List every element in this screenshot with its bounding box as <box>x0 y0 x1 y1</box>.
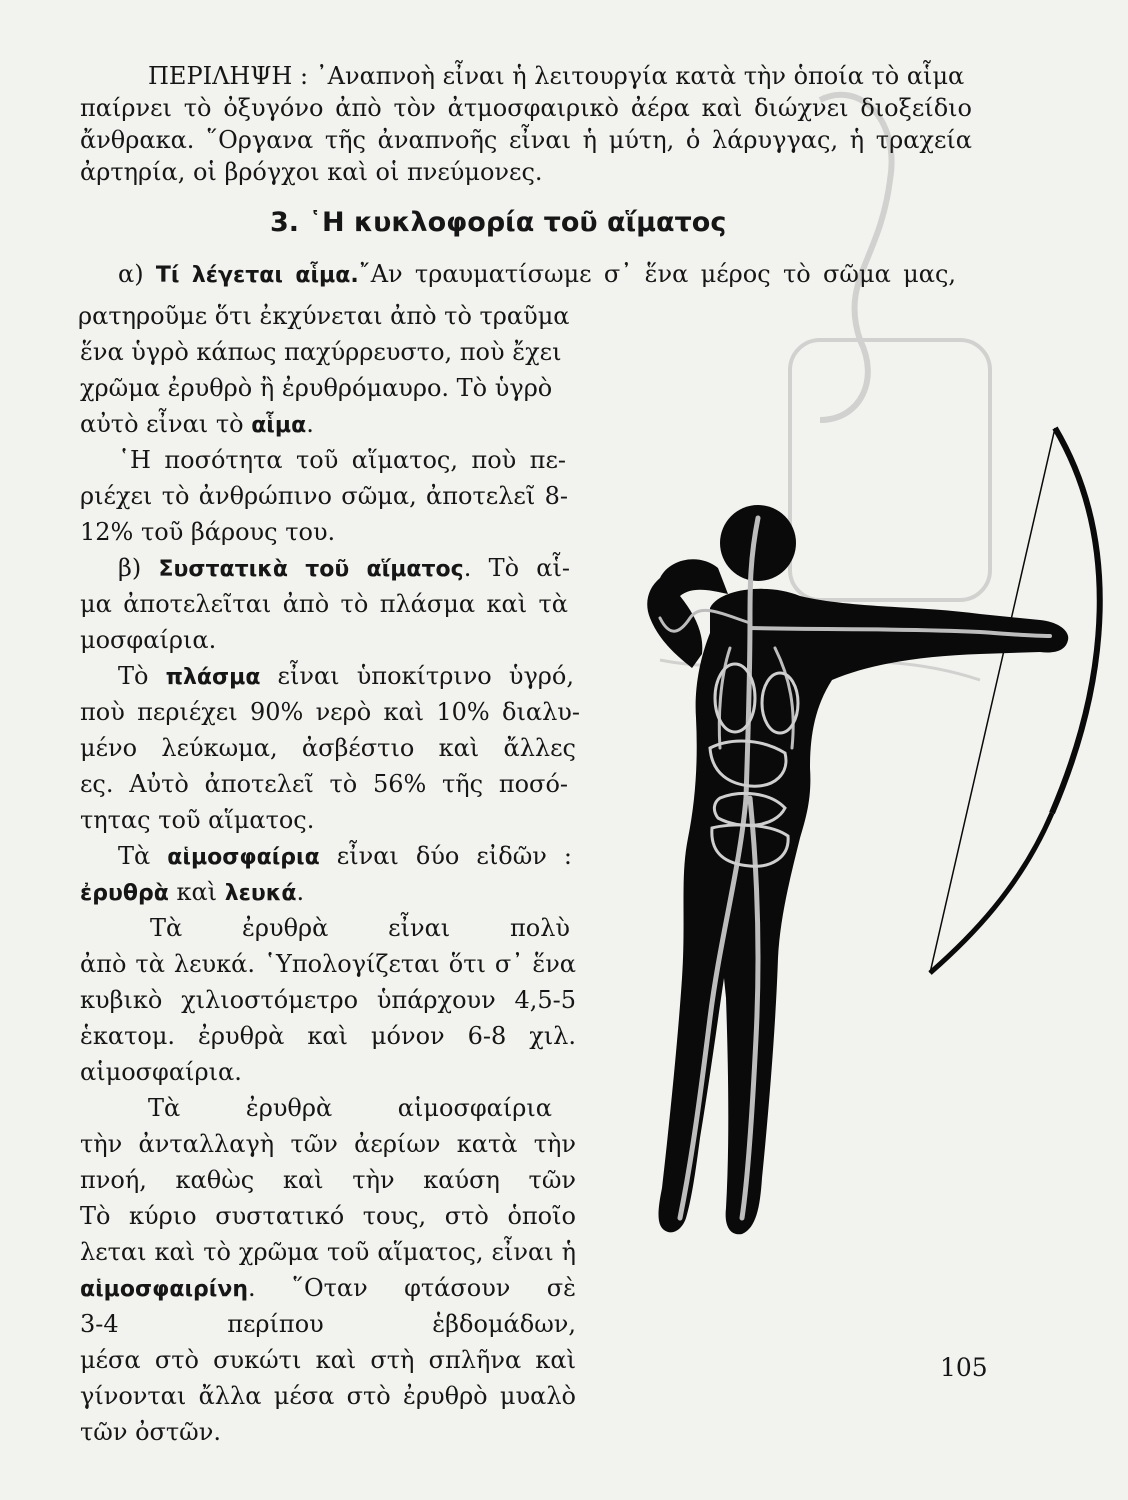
body-line <box>118 840 572 872</box>
body-line <box>80 1164 576 1196</box>
text-run: . ῞Οταν φτάσουν σὲ <box>248 1274 576 1302</box>
bold-term: αἷμα <box>251 413 307 438</box>
summary-line <box>80 124 972 156</box>
bold-term: ἐρυθρὰ <box>80 881 169 906</box>
text-run: γίνονται ἄλλα μέσα στὸ ἐρυθρὸ μυαλὸ <box>80 1382 576 1410</box>
text-run: ἑκατομ. ἐρυθρὰ καὶ μόνον 6-8 χιλ. <box>80 1022 576 1050</box>
bold-term: Συστατικὰ τοῦ αἵματος <box>158 557 464 582</box>
text-run: τητας τοῦ αἵματος. <box>80 806 315 834</box>
text-run: ῾Η ποσότητα τοῦ αἵματος, ποὺ πε- <box>118 446 566 474</box>
archer-circulatory-figure <box>600 418 1105 1258</box>
bold-term: λευκά <box>224 881 297 906</box>
text-run: χρῶμα ἐρυθρὸ ἢ ἐρυθρόμαυρο. Τὸ ὑγρὸ <box>80 374 553 402</box>
body-line <box>80 984 576 1016</box>
bow <box>1052 428 1100 813</box>
bold-term: αἱμοσφαίρια <box>167 845 320 870</box>
text-run: Τὰ <box>118 842 168 870</box>
section-heading: 3. ῾Η κυκλοφορία τοῦ αἵματος <box>270 207 727 238</box>
page-number: 105 <box>940 1353 988 1382</box>
body-line <box>148 1092 552 1124</box>
body-line <box>80 768 568 800</box>
body-line <box>80 1056 242 1088</box>
text-run: αἱμοσφαίρια. <box>80 1058 242 1086</box>
text-run: παίρνει τὸ ὀξυγόνο ἀπὸ τὸν ἀτμοσφαιρικὸ ἀέρα καὶ διώχνει διοξείδιο <box>80 94 972 122</box>
bold-term: Τί λέγεται αἷμα. <box>155 263 359 288</box>
body-line <box>80 1128 576 1160</box>
text-run: μένο λεύκωμα, ἀσβέστιο καὶ ἄλλες <box>80 734 576 762</box>
text-run: Τὸ κύριο συστατικό τους, στὸ ὁποῖο <box>80 1202 576 1230</box>
body-line <box>80 588 568 620</box>
text-run: Τὰ ἐρυθρὰ εἶναι πολὺ <box>150 914 570 942</box>
body-line <box>118 660 574 692</box>
summary-line <box>148 60 964 92</box>
body-line <box>80 1200 576 1232</box>
text-run: β) <box>118 554 159 582</box>
summary-line <box>80 156 543 188</box>
body-line <box>118 552 570 584</box>
body-line <box>80 624 216 656</box>
text-run: . <box>296 878 305 906</box>
bold-term: αἱμοσφαιρίνη <box>80 1277 248 1302</box>
text-run: 3-4 περίπου ἑβδομάδων, <box>80 1310 576 1338</box>
text-run: λεται καὶ τὸ χρῶμα τοῦ αἵματος, εἶναι ἡ <box>80 1238 576 1266</box>
text-run: 12% τοῦ βάρους του. <box>80 518 336 546</box>
body-line <box>80 876 304 910</box>
body-line <box>80 696 580 728</box>
text-run: μέσα στὸ συκώτι καὶ στὴ σπλῆνα καὶ <box>80 1346 576 1374</box>
body-silhouette <box>647 505 1068 1234</box>
body-line <box>118 444 566 476</box>
body-line <box>80 372 552 404</box>
text-run: ἀρτηρία, οἱ βρόγχοι καὶ οἱ πνεύμονες. <box>80 158 543 186</box>
body-line <box>80 336 561 368</box>
text-run: ἕνα ὑγρὸ κάπως παχύρρευστο, ποὺ ἔχει <box>80 338 562 366</box>
text-run: εἶναι ὑποκίτρινο ὑγρό, <box>260 662 574 690</box>
text-run: πνοή, καθὼς καὶ τὴν καύση τῶν <box>80 1166 576 1194</box>
body-line <box>80 732 576 764</box>
text-run: εἶναι δύο εἰδῶν : <box>319 842 572 870</box>
body-line <box>150 912 570 944</box>
text-run: Τὸ <box>118 662 166 690</box>
body-line <box>78 300 570 332</box>
text-run: α) <box>118 260 156 288</box>
text-run: μα ἀποτελεῖται ἀπὸ τὸ πλάσμα καὶ τὰ <box>80 590 568 618</box>
body-line <box>80 1272 576 1304</box>
text-run: κυβικὸ χιλιοστόμετρο ὑπάρχουν 4,5-5 <box>80 986 576 1014</box>
text-run: καὶ <box>168 878 225 906</box>
text-run: . <box>306 410 314 438</box>
text-run: ποὺ περιέχει 90% νερὸ καὶ 10% διαλυ- <box>80 698 580 726</box>
bowstring <box>930 428 1055 973</box>
text-run: . Τὸ αἷ- <box>463 554 570 582</box>
text-run: Τὰ ἐρυθρὰ αἱμοσφαίρια <box>148 1094 552 1122</box>
text-run: αὐτὸ εἶναι τὸ <box>80 410 252 438</box>
body-line <box>80 516 335 548</box>
body-line <box>80 948 576 980</box>
bold-term: πλάσμα <box>165 665 261 690</box>
body-line <box>80 1236 576 1268</box>
body-line <box>80 1380 576 1412</box>
text-run: τῶν ὀστῶν. <box>80 1418 221 1446</box>
text-run: τὴν ἀνταλλαγὴ τῶν ἀερίων κατὰ τὴν <box>80 1130 576 1158</box>
body-line <box>118 258 956 290</box>
text-run: ρατηροῦμε ὅτι ἐκχύνεται ἀπὸ τὸ τραῦμα <box>78 302 570 330</box>
body-line <box>80 408 314 442</box>
body-line <box>80 1020 576 1052</box>
text-run: ῎Αν τραυματίσωμε σ᾿ ἕνα μέρος τὸ σῶμα μας, <box>358 260 956 288</box>
body-line <box>80 804 314 836</box>
body-line <box>80 1344 576 1376</box>
text-run: ἄνθρακα. ῞Οργανα τῆς ἀναπνοῆς εἶναι ἡ μύτη, ὁ λάρυγγας, ἡ τραχεία <box>80 126 972 154</box>
body-line <box>80 480 568 512</box>
text-run: ες. Αὐτὸ ἀποτελεῖ τὸ 56% τῆς ποσό- <box>80 770 568 798</box>
summary-line <box>80 92 972 124</box>
body-line <box>80 1308 576 1340</box>
text-run: μοσφαίρια. <box>80 626 217 654</box>
text-run: ριέχει τὸ ἀνθρώπινο σῶμα, ἀποτελεῖ 8- <box>80 482 568 510</box>
text-run: ἀπὸ τὰ λευκά. ῾Υπολογίζεται ὅτι σ᾿ ἕνα <box>80 950 576 978</box>
body-line <box>80 1416 221 1448</box>
text-run: ΠΕΡΙΛΗΨΗ : ᾿Αναπνοὴ εἶναι ἡ λειτουργία κατὰ τὴν ὁποία τὸ αἷμα <box>148 62 965 90</box>
